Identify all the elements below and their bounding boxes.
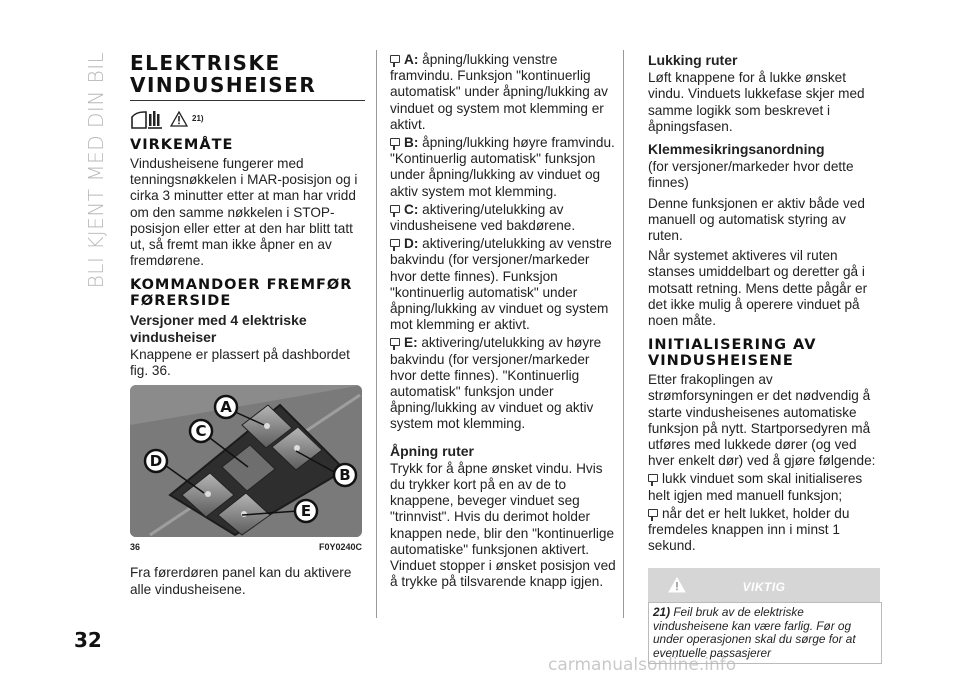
bullet-icon [390, 205, 400, 213]
figure-code: F0Y0240C [318, 542, 362, 553]
window-lift-icon [130, 108, 166, 130]
item-key: E: [404, 335, 418, 351]
column-divider [623, 50, 624, 618]
heading-apning: Åpning ruter [390, 442, 474, 459]
figure-number: 36 [130, 542, 141, 553]
column-3 [648, 52, 880, 664]
figure-window-switch-panel [130, 385, 362, 537]
heading-initialisering: INITIALISERING AV VINDUSHEISENE [648, 337, 817, 370]
item-text: aktivering/utelukking av høyre bakvindu (for versjoner/markeder hvor dette finnes). "Kontinuerlig automatisk" funksjon under åpning/lukking av vinduet og aktiv system mot klemming. [390, 335, 602, 432]
icon-row [130, 107, 365, 131]
heading-kommandoer: KOMMANDOER FREMFØR FØRERSIDE [130, 277, 353, 310]
list-item [390, 202, 618, 234]
heading-klemmesikring: Klemmesikringsanordning [648, 141, 825, 158]
item-text: åpning/lukking venstre framvindu. Funksjon "kontinuerlig automatisk" under åpning/lukking av vinduet og system mot klemming er aktivt. [390, 52, 608, 132]
list-item [390, 135, 618, 200]
paragraph-virkemate: Vindusheisene fungerer med tenningsnøkkelen i MAR-posisjon og i cirka 3 minutter etter at man har vridd om den samme nøkkelen i STOP-posisjon eller etter at den har blitt tatt ut, så fremt man ikke åpner en av fremdørene. [130, 156, 358, 269]
paragraph-klem-1: (for versjoner/markeder hvor dette finnes) [648, 159, 854, 191]
item-key: C: [404, 201, 419, 217]
figure-label-d: D [149, 452, 163, 471]
heading-lukking: Lukking ruter [648, 52, 738, 68]
paragraph-init: Etter frakoplingen av strømforsyningen er det nødvendig å starte vindusheisenes automatiske funksjon på nytt. Startporsedyren må utføres med lukkede dører (og ved hver enkelt dør) ved å gjøre følgende: [648, 372, 876, 469]
item-key: D: [404, 236, 419, 252]
paragraph-klem-2: Denne funksjonen er aktiv både ved manuell og automatisk styring av ruten. [648, 195, 865, 244]
list-item [648, 471, 880, 503]
section-title: ELEKTRISKE VINDUSHEISER [130, 51, 317, 97]
item-key: A: [404, 52, 419, 67]
paragraph-klem-3: Når systemet aktiveres vil ruten stanses umiddelbart og deretter gå i motsatt retning. Mens dette pågår er det ikke mulig å operere vinduet på noen måte. [648, 248, 868, 329]
heading-virkemate: VIRKEMÅTE [130, 137, 234, 153]
paragraph-apning: Trykk for å åpne ønsket vindu. Hvis du trykker kort på en av de to knappene, beveger vinduet seg "trinnvist". Hvis du derimot holder knappen nede, blir den "kontinuerlige automatiske" funksjonen aktivert. Vinduet stopper i ønsket posisjon ved å trykke på tilsvarende knapp igjen. [390, 460, 616, 590]
figure-label-c: C [195, 422, 207, 441]
list-item [390, 335, 618, 432]
column-2 [390, 52, 618, 593]
warning-header [648, 568, 880, 602]
bullet-icon [648, 474, 658, 482]
page-number: 32 [74, 628, 102, 652]
warning-label: VIKTIG [742, 580, 786, 595]
warning-text: Feil bruk av de elektriske vindusheisene kan være farlig. Før og under operasjonen skal du sørge for at eventuelle passasjerer [653, 605, 856, 660]
figure-label-b: B [339, 466, 351, 485]
column-divider [376, 50, 377, 618]
figure-caption [130, 539, 362, 555]
paragraph-panel: Fra førerdøren panel kan du aktivere alle vindusheisene. [130, 565, 352, 597]
section-title-wrap [130, 52, 365, 101]
footnote-ref: 21) [192, 113, 204, 123]
warning-body [648, 602, 882, 664]
footer-watermark: carmanualsonline.info [548, 655, 737, 675]
item-text: aktivering/utelukking av vindusheisene ved bakdørene. [390, 201, 576, 234]
warning-triangle-icon [170, 111, 188, 127]
item-text: når det er helt lukket, holder du fremdeles knappen inn i minst 1 sekund. [648, 505, 850, 554]
bullet-icon [390, 338, 400, 346]
bullet-icon [648, 509, 658, 517]
item-text: aktivering/utelukking av venstre bakvindu (for versjoner/markeder hvor dette finnes). Funksjon "kontinuerlig automatisk" under åpning/lukking av vinduet og system mot klemming er aktivt. [390, 236, 612, 333]
paragraph-lukking: Løft knappene for å lukke ønsket vindu. Vinduets lukkefase skjer med samme logikk som beskrevet i åpningsfasen. [648, 70, 865, 134]
bullet-icon [390, 239, 400, 247]
list-item [648, 506, 880, 555]
bullet-icon [390, 55, 400, 63]
figure-label-a: A [220, 398, 232, 417]
item-text: åpning/lukking høyre framvindu. "Kontinuerlig automatisk" funksjon under åpning/lukking av vinduet og aktiv system mot klemming. [390, 135, 615, 199]
figure-label-e: E [300, 502, 312, 521]
list-item [390, 236, 618, 333]
item-text: lukk vinduet som skal initialiseres helt igjen med manuell funksjon; [648, 471, 863, 503]
list-item [390, 52, 618, 133]
item-key: B: [404, 135, 419, 151]
bullet-icon [390, 138, 400, 146]
side-chapter-title: BLI KJENT MED DIN BIL [84, 51, 108, 289]
subheading-versjoner: Versjoner med 4 elektriske vindusheiser [130, 312, 307, 345]
paragraph-knappene: Knappene er plassert på dashbordet fig. 36. [130, 346, 350, 379]
warning-number: 21) [653, 605, 671, 620]
column-1 [130, 52, 365, 600]
